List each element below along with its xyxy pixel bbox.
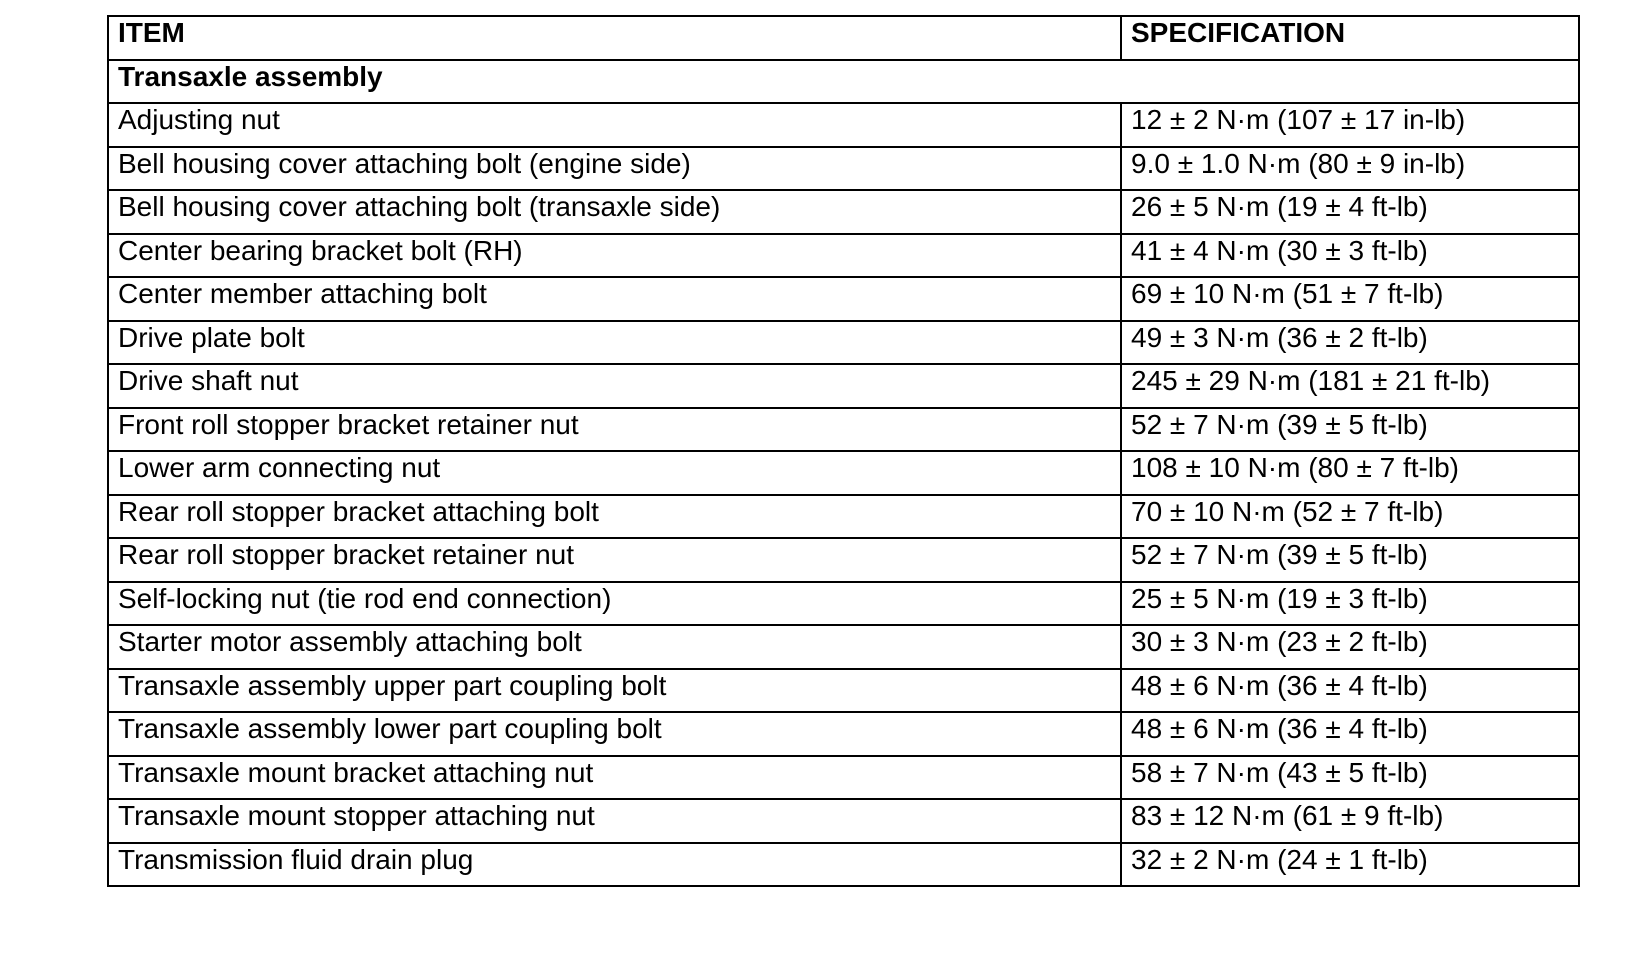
table-row (108, 408, 1579, 452)
section-title: Transaxle assembly (108, 60, 1579, 104)
item-cell: Drive shaft nut (108, 364, 1121, 408)
specification-cell: 245 ± 29 N·m (181 ± 21 ft-lb) (1121, 364, 1579, 408)
table-row (108, 451, 1579, 495)
table-row (108, 495, 1579, 539)
specification-cell: 30 ± 3 N·m (23 ± 2 ft-lb) (1121, 625, 1579, 669)
item-cell: Adjusting nut (108, 103, 1121, 147)
table-row (108, 538, 1579, 582)
table-row (108, 364, 1579, 408)
specification-cell: 9.0 ± 1.0 N·m (80 ± 9 in-lb) (1121, 147, 1579, 191)
item-cell: Transaxle assembly lower part coupling bolt (108, 712, 1121, 756)
specification-cell: 69 ± 10 N·m (51 ± 7 ft-lb) (1121, 277, 1579, 321)
specification-cell: 48 ± 6 N·m (36 ± 4 ft-lb) (1121, 669, 1579, 713)
item-cell: Starter motor assembly attaching bolt (108, 625, 1121, 669)
table-row (108, 277, 1579, 321)
item-cell: Center bearing bracket bolt (RH) (108, 234, 1121, 278)
specification-cell: 108 ± 10 N·m (80 ± 7 ft-lb) (1121, 451, 1579, 495)
item-cell: Transmission fluid drain plug (108, 843, 1121, 887)
table-row (108, 799, 1579, 843)
torque-spec-table (107, 15, 1580, 887)
specification-cell: 41 ± 4 N·m (30 ± 3 ft-lb) (1121, 234, 1579, 278)
item-cell: Front roll stopper bracket retainer nut (108, 408, 1121, 452)
table-row (108, 625, 1579, 669)
specification-cell: 25 ± 5 N·m (19 ± 3 ft-lb) (1121, 582, 1579, 626)
specification-cell: 83 ± 12 N·m (61 ± 9 ft-lb) (1121, 799, 1579, 843)
item-cell: Rear roll stopper bracket attaching bolt (108, 495, 1121, 539)
item-cell: Center member attaching bolt (108, 277, 1121, 321)
item-cell: Transaxle mount bracket attaching nut (108, 756, 1121, 800)
table-row (108, 103, 1579, 147)
section-row (108, 60, 1579, 104)
item-cell: Drive plate bolt (108, 321, 1121, 365)
table-row (108, 234, 1579, 278)
specification-cell: 70 ± 10 N·m (52 ± 7 ft-lb) (1121, 495, 1579, 539)
table-row (108, 712, 1579, 756)
table-row (108, 190, 1579, 234)
specification-cell: 49 ± 3 N·m (36 ± 2 ft-lb) (1121, 321, 1579, 365)
item-cell: Transaxle assembly upper part coupling bolt (108, 669, 1121, 713)
table-row (108, 147, 1579, 191)
specification-cell: 52 ± 7 N·m (39 ± 5 ft-lb) (1121, 408, 1579, 452)
table-row (108, 843, 1579, 887)
item-cell: Rear roll stopper bracket retainer nut (108, 538, 1121, 582)
specification-cell: 52 ± 7 N·m (39 ± 5 ft-lb) (1121, 538, 1579, 582)
header-item: ITEM (108, 16, 1121, 60)
specification-cell: 12 ± 2 N·m (107 ± 17 in-lb) (1121, 103, 1579, 147)
item-cell: Lower arm connecting nut (108, 451, 1121, 495)
item-cell: Bell housing cover attaching bolt (engine side) (108, 147, 1121, 191)
table-row (108, 321, 1579, 365)
specification-cell: 58 ± 7 N·m (43 ± 5 ft-lb) (1121, 756, 1579, 800)
table-body (108, 16, 1579, 886)
table-row (108, 669, 1579, 713)
specification-cell: 48 ± 6 N·m (36 ± 4 ft-lb) (1121, 712, 1579, 756)
specification-cell: 26 ± 5 N·m (19 ± 4 ft-lb) (1121, 190, 1579, 234)
header-row (108, 16, 1579, 60)
item-cell: Self-locking nut (tie rod end connection) (108, 582, 1121, 626)
item-cell: Transaxle mount stopper attaching nut (108, 799, 1121, 843)
item-cell: Bell housing cover attaching bolt (transaxle side) (108, 190, 1121, 234)
header-specification: SPECIFICATION (1121, 16, 1579, 60)
table-row (108, 582, 1579, 626)
specification-cell: 32 ± 2 N·m (24 ± 1 ft-lb) (1121, 843, 1579, 887)
table-row (108, 756, 1579, 800)
